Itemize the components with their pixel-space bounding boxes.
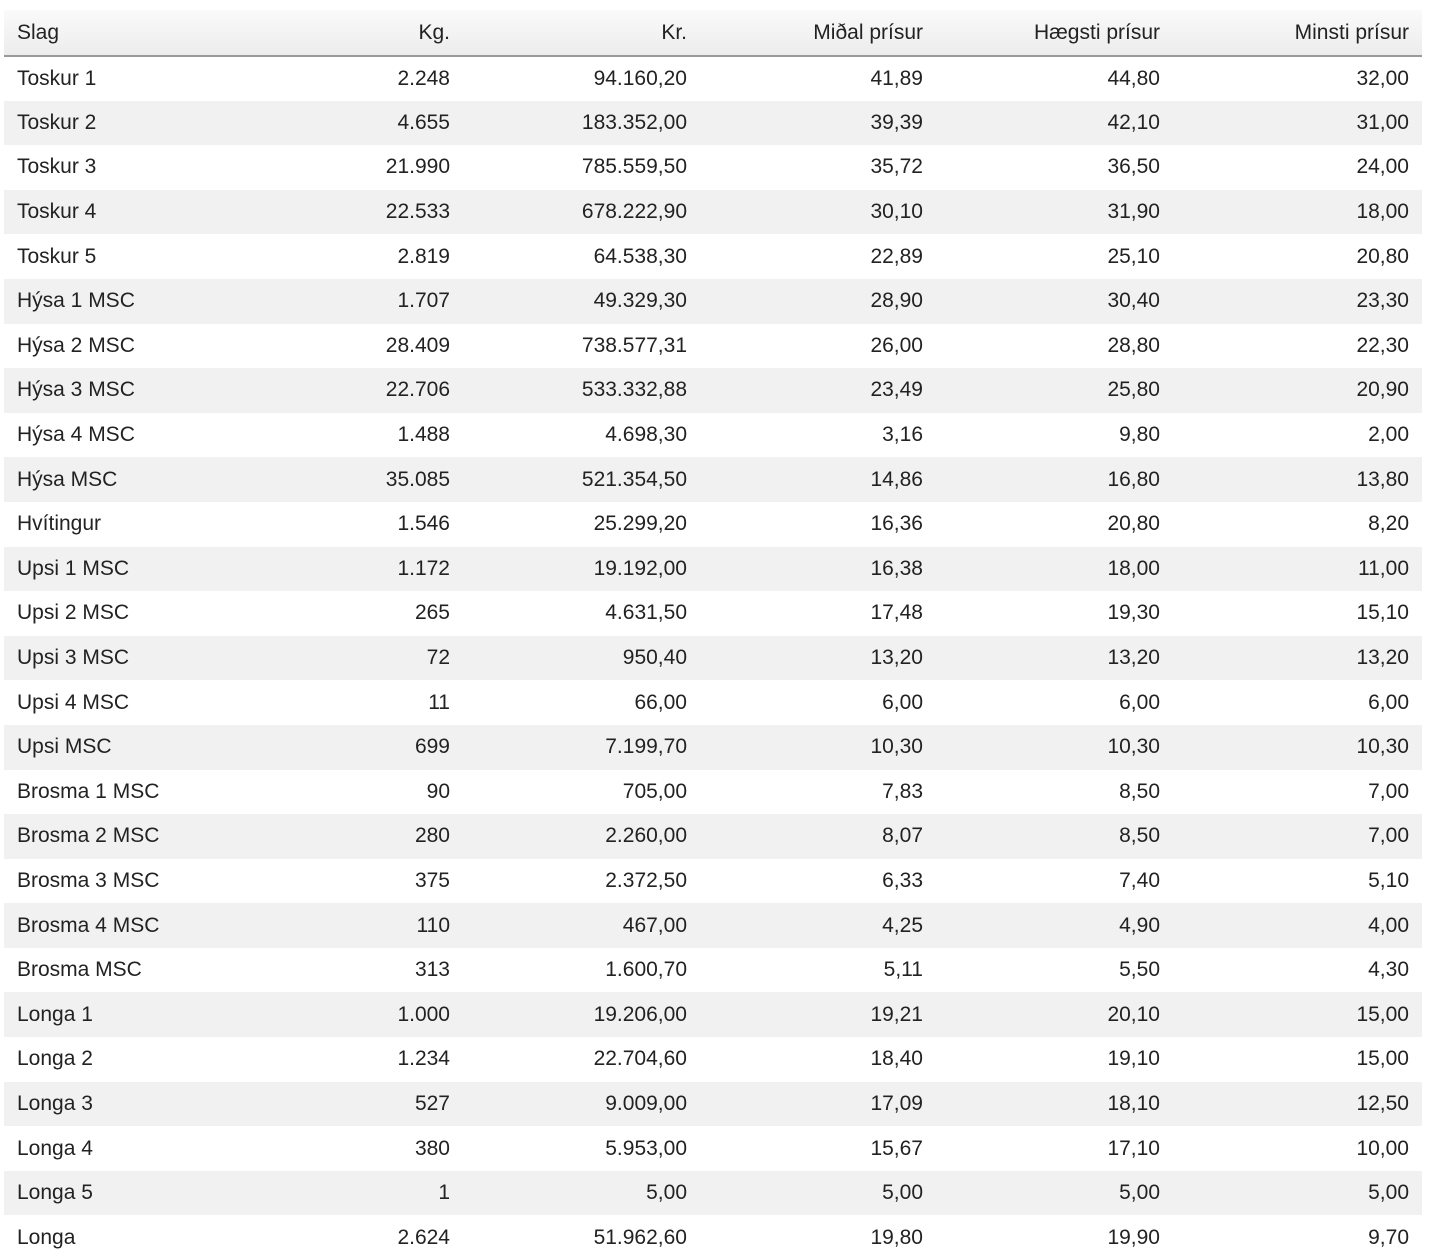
table-header-row [4,10,1422,56]
cell-average-price: 41,89 [870,66,923,90]
cell-lowest-price: 4,00 [1368,913,1409,937]
cell-kr: 94.160,20 [593,66,687,90]
table-row [4,56,1422,101]
cell-highest-price: 6,00 [1119,690,1160,714]
cell-slag: Upsi MSC [17,735,112,759]
cell-kg: 4.655 [397,110,450,134]
cell-lowest-price: 9,70 [1368,1225,1409,1249]
cell-average-price: 19,80 [870,1225,923,1249]
cell-kg: 2.819 [397,244,450,268]
table-row [4,591,1422,636]
table-row [4,413,1422,458]
cell-highest-price: 44,80 [1107,66,1160,90]
cell-lowest-price: 15,00 [1356,1047,1409,1071]
cell-kg: 280 [414,824,450,848]
cell-highest-price: 18,00 [1107,556,1160,580]
cell-highest-price: 20,80 [1107,512,1160,536]
table-row [4,190,1422,235]
cell-average-price: 16,38 [870,556,923,580]
cell-slag: Brosma 3 MSC [17,868,160,892]
table-row [4,1082,1422,1127]
cell-lowest-price: 24,00 [1356,155,1409,179]
table-row [4,101,1422,146]
cell-slag: Brosma 1 MSC [17,779,160,803]
cell-kr: 1.600,70 [605,958,687,982]
cell-average-price: 17,48 [870,601,923,625]
cell-slag: Upsi 1 MSC [17,556,130,580]
cell-highest-price: 18,10 [1107,1091,1160,1115]
cell-average-price: 3,16 [882,423,923,447]
price-table-container [4,10,1422,1260]
table-row [4,1171,1422,1216]
cell-kg: 699 [414,735,450,759]
cell-slag: Toskur 3 [17,155,97,179]
cell-highest-price: 20,10 [1107,1002,1160,1026]
cell-kg: 2.624 [397,1225,450,1249]
cell-kg: 1.707 [397,289,450,313]
cell-lowest-price: 15,00 [1356,1002,1409,1026]
cell-kr: 66,00 [634,690,687,714]
cell-highest-price: 5,00 [1119,1181,1160,1205]
cell-slag: Longa 4 [17,1136,93,1160]
cell-kr: 64.538,30 [593,244,687,268]
cell-kr: 49.329,30 [593,289,687,313]
cell-kg: 527 [414,1091,450,1115]
cell-highest-price: 17,10 [1107,1136,1160,1160]
cell-highest-price: 19,90 [1107,1225,1160,1249]
cell-lowest-price: 20,90 [1356,378,1409,402]
cell-lowest-price: 4,30 [1368,958,1409,982]
cell-slag: Longa 1 [17,1002,93,1026]
cell-slag: Brosma 2 MSC [17,824,160,848]
column-header-lowest-price[interactable]: Minsti prísur [1173,10,1422,56]
cell-lowest-price: 20,80 [1356,244,1409,268]
cell-highest-price: 25,10 [1107,244,1160,268]
column-header-highest-price[interactable]: Hægsti prísur [936,10,1173,56]
cell-slag: Hýsa MSC [17,467,118,491]
table-row [4,636,1422,681]
cell-kg: 35.085 [385,467,450,491]
cell-kg: 1.000 [397,1002,450,1026]
cell-lowest-price: 5,00 [1368,1181,1409,1205]
cell-kg: 1.546 [397,512,450,536]
cell-average-price: 7,83 [882,779,923,803]
cell-lowest-price: 13,20 [1356,646,1409,670]
cell-kr: 521.354,50 [581,467,687,491]
cell-lowest-price: 7,00 [1368,779,1409,803]
cell-slag: Toskur 5 [17,244,97,268]
cell-average-price: 6,00 [882,690,923,714]
table-row [4,234,1422,279]
cell-average-price: 10,30 [870,735,923,759]
table-row [4,680,1422,725]
cell-kg: 380 [414,1136,450,1160]
cell-kr: 533.332,88 [581,378,687,402]
cell-slag: Longa 2 [17,1047,93,1071]
table-row [4,368,1422,413]
table-row [4,1037,1422,1082]
table-row [4,502,1422,547]
cell-average-price: 18,40 [870,1047,923,1071]
cell-kg: 11 [428,690,450,714]
cell-highest-price: 9,80 [1119,423,1160,447]
cell-lowest-price: 22,30 [1356,333,1409,357]
cell-highest-price: 8,50 [1119,824,1160,848]
cell-kg: 21.990 [385,155,450,179]
cell-kr: 22.704,60 [593,1047,687,1071]
cell-slag: Hýsa 3 MSC [17,378,135,402]
cell-kg: 2.248 [397,66,450,90]
cell-average-price: 28,90 [870,289,923,313]
cell-slag: Upsi 2 MSC [17,601,130,625]
table-row [4,1126,1422,1171]
cell-slag: Upsi 3 MSC [17,646,130,670]
cell-kg: 22.706 [385,378,450,402]
cell-highest-price: 13,20 [1107,646,1160,670]
cell-average-price: 30,10 [870,200,923,224]
table-row [4,814,1422,859]
cell-slag: Toskur 1 [17,66,97,90]
table-row [4,992,1422,1037]
cell-kr: 2.372,50 [605,868,687,892]
cell-kg: 265 [414,601,450,625]
cell-highest-price: 19,30 [1107,601,1160,625]
cell-kr: 2.260,00 [605,824,687,848]
cell-highest-price: 8,50 [1119,779,1160,803]
table-row [4,457,1422,502]
cell-kg: 313 [414,958,450,982]
cell-lowest-price: 8,20 [1368,512,1409,536]
cell-kg: 1.172 [397,556,450,580]
cell-lowest-price: 7,00 [1368,824,1409,848]
cell-lowest-price: 11,00 [1358,556,1409,580]
cell-slag: Hýsa 4 MSC [17,423,135,447]
cell-highest-price: 42,10 [1107,110,1160,134]
cell-kr: 785.559,50 [581,155,687,179]
cell-highest-price: 16,80 [1107,467,1160,491]
cell-highest-price: 4,90 [1119,913,1160,937]
cell-slag: Upsi 4 MSC [17,690,130,714]
cell-average-price: 19,21 [870,1002,923,1026]
cell-highest-price: 19,10 [1107,1047,1160,1071]
table-row [4,903,1422,948]
cell-average-price: 16,36 [870,512,923,536]
table-row [4,725,1422,770]
table-row [4,279,1422,324]
cell-average-price: 14,86 [870,467,923,491]
cell-highest-price: 30,40 [1107,289,1160,313]
cell-average-price: 35,72 [870,155,923,179]
cell-lowest-price: 10,30 [1356,735,1409,759]
cell-lowest-price: 10,00 [1356,1136,1409,1160]
cell-average-price: 4,25 [882,913,923,937]
cell-lowest-price: 32,00 [1356,66,1409,90]
cell-lowest-price: 15,10 [1356,601,1409,625]
cell-average-price: 15,67 [870,1136,923,1160]
cell-slag: Brosma 4 MSC [17,913,160,937]
cell-kg: 1.234 [397,1047,450,1071]
cell-highest-price: 10,30 [1107,735,1160,759]
cell-slag: Hýsa 1 MSC [17,289,135,313]
cell-lowest-price: 12,50 [1356,1091,1409,1115]
cell-kr: 9.009,00 [605,1091,687,1115]
cell-kr: 19.192,00 [593,556,687,580]
column-header-slag[interactable]: Slag [4,10,226,56]
price-table [4,10,1422,1260]
cell-highest-price: 5,50 [1119,958,1160,982]
cell-kg: 90 [426,779,450,803]
table-row [4,770,1422,815]
cell-highest-price: 31,90 [1107,200,1160,224]
cell-average-price: 6,33 [882,868,923,892]
cell-kr: 467,00 [622,913,687,937]
cell-kr: 19.206,00 [593,1002,687,1026]
cell-kr: 678.222,90 [581,200,687,224]
cell-slag: Longa 5 [17,1181,93,1205]
cell-slag: Hýsa 2 MSC [17,333,135,357]
cell-kr: 5.953,00 [605,1136,687,1160]
column-header-kg[interactable]: Kg. [226,10,463,56]
cell-slag: Hvítingur [17,512,102,536]
cell-average-price: 17,09 [870,1091,923,1115]
cell-slag: Toskur 2 [17,110,97,134]
column-header-average-price[interactable]: Miðal prísur [700,10,936,56]
cell-kr: 7.199,70 [605,735,687,759]
cell-kr: 4.631,50 [605,601,687,625]
cell-average-price: 8,07 [882,824,923,848]
cell-lowest-price: 5,10 [1368,868,1409,892]
cell-kg: 375 [414,868,450,892]
cell-average-price: 5,00 [882,1181,923,1205]
table-row [4,547,1422,592]
table-row [4,948,1422,993]
table-row [4,1215,1422,1260]
cell-kg: 110 [416,913,450,937]
table-row [4,324,1422,369]
cell-lowest-price: 2,00 [1368,423,1409,447]
cell-lowest-price: 23,30 [1356,289,1409,313]
table-row [4,859,1422,904]
column-header-kr[interactable]: Kr. [463,10,700,56]
cell-lowest-price: 13,80 [1356,467,1409,491]
cell-kr: 5,00 [646,1181,687,1205]
cell-average-price: 26,00 [870,333,923,357]
cell-slag: Longa 3 [17,1091,93,1115]
cell-kr: 51.962,60 [593,1225,687,1249]
cell-lowest-price: 31,00 [1356,110,1409,134]
cell-kr: 4.698,30 [605,423,687,447]
table-body [4,56,1422,1260]
cell-kg: 1.488 [397,423,450,447]
cell-slag: Toskur 4 [17,200,97,224]
cell-lowest-price: 18,00 [1356,200,1409,224]
cell-kg: 1 [438,1181,450,1205]
cell-kg: 72 [426,646,450,670]
cell-highest-price: 25,80 [1107,378,1160,402]
cell-average-price: 23,49 [870,378,923,402]
cell-lowest-price: 6,00 [1368,690,1409,714]
cell-slag: Longa [17,1225,76,1249]
cell-kr: 25.299,20 [593,512,687,536]
cell-highest-price: 36,50 [1107,155,1160,179]
cell-kr: 950,40 [622,646,687,670]
cell-kg: 28.409 [385,333,450,357]
cell-highest-price: 7,40 [1119,868,1160,892]
cell-kr: 705,00 [622,779,687,803]
cell-average-price: 13,20 [870,646,923,670]
cell-average-price: 39,39 [870,110,923,134]
cell-highest-price: 28,80 [1107,333,1160,357]
cell-slag: Brosma MSC [17,958,142,982]
cell-average-price: 5,11 [883,958,923,982]
cell-kr: 738.577,31 [581,333,687,357]
cell-average-price: 22,89 [870,244,923,268]
table-row [4,145,1422,190]
cell-kg: 22.533 [385,200,450,224]
cell-kr: 183.352,00 [581,110,687,134]
